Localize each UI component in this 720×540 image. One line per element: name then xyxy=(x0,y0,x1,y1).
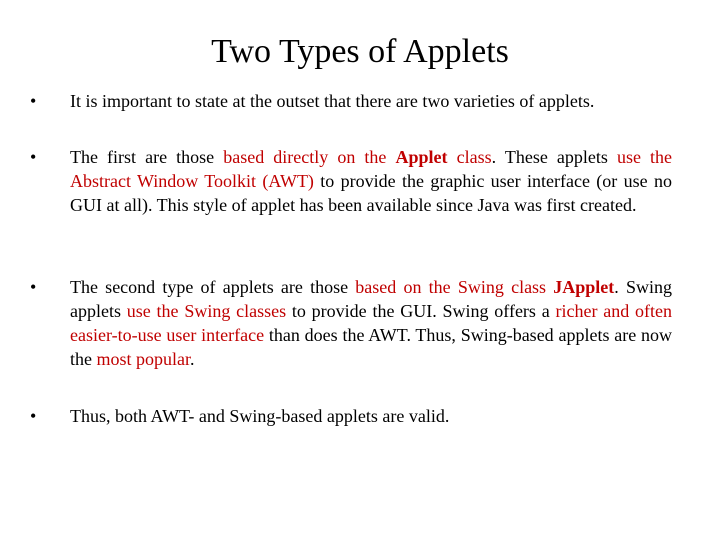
highlighted-text: JApplet xyxy=(553,277,615,297)
highlighted-text: most popular xyxy=(96,349,190,369)
bullet-text xyxy=(70,89,672,113)
bullet-text xyxy=(70,145,672,217)
highlighted-text: based on the Swing class xyxy=(355,277,554,297)
text-segment: . These applets xyxy=(491,147,617,167)
bullet-item xyxy=(30,404,672,428)
highlighted-text: class xyxy=(447,147,492,167)
bullet-text xyxy=(70,404,672,428)
text-segment: The first are those xyxy=(70,147,224,167)
text-segment: to provide the graphic user interface (or use no GUI at all). This style of applet has been available since Java was first created. xyxy=(70,171,672,215)
bullet-item xyxy=(30,89,672,113)
bullet-marker: • xyxy=(30,277,37,297)
bullet-text xyxy=(70,275,672,371)
highlighted-text: use the Abstract Window Toolkit (AWT) xyxy=(70,147,673,191)
highlighted-text: richer and often easier-to-use user interface xyxy=(70,301,672,345)
slide-title: Two Types of Applets xyxy=(211,33,509,70)
text-segment: The second type of applets are those xyxy=(70,277,356,297)
highlighted-text: based directly on the xyxy=(223,147,396,167)
text-segment: Thus, both AWT- and Swing-based applets are valid. xyxy=(70,406,450,426)
bullet-marker: • xyxy=(30,91,37,111)
bullet-item xyxy=(30,145,672,217)
text-segment: than does the AWT. Thus, Swing-based applets are now the xyxy=(70,325,672,369)
highlighted-text: Applet xyxy=(395,147,448,167)
bullet-marker: • xyxy=(30,406,37,426)
bullet-marker: • xyxy=(30,147,37,167)
highlighted-text: use the Swing classes xyxy=(126,301,287,321)
text-segment: It is important to state at the outset that there are two varieties of applets. xyxy=(70,91,595,111)
text-segment: . Swing applets xyxy=(70,277,672,321)
text-segment: . xyxy=(190,349,195,369)
text-segment: to provide the GUI. Swing offers a xyxy=(286,301,556,321)
bullet-item xyxy=(30,275,672,371)
